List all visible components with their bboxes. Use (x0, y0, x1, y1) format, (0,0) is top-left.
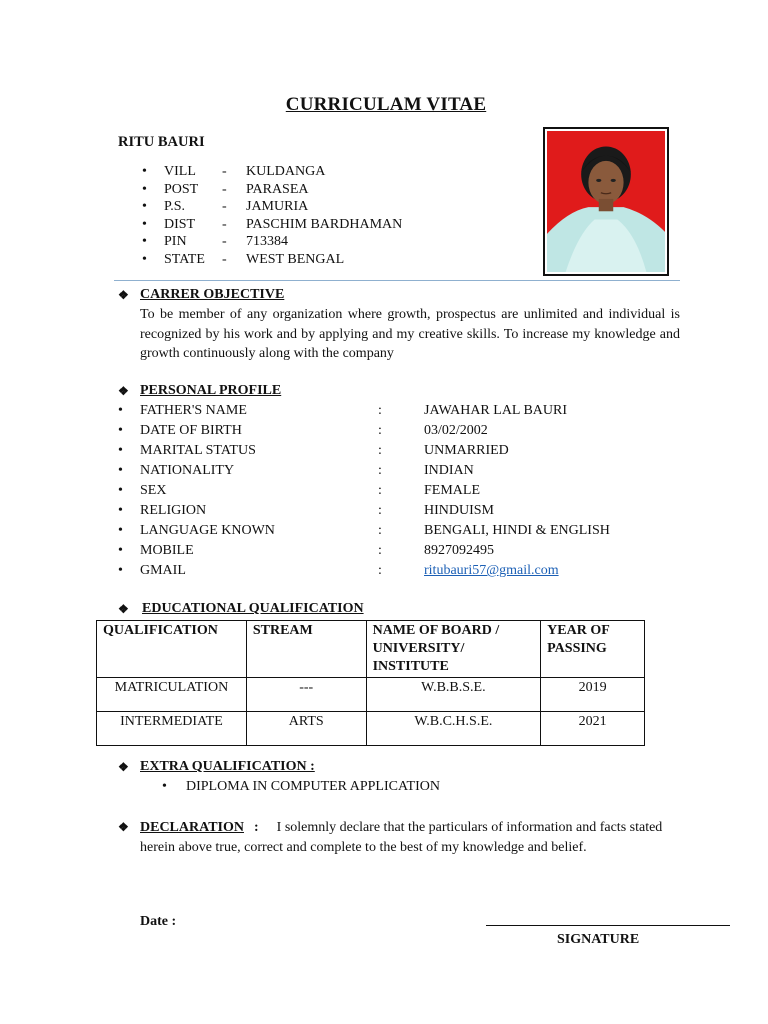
table-header: YEAR OF PASSING (541, 621, 645, 678)
table-cell: ARTS (246, 712, 366, 746)
table-header: NAME OF BOARD / UNIVERSITY/ INSTITUTE (366, 621, 541, 678)
table-cell: W.B.B.S.E. (366, 678, 541, 712)
address-item: • DIST - PASCHIM BARDHAMAN (142, 216, 403, 232)
profile-row: • NATIONALITY : INDIAN (118, 463, 474, 478)
profile-row: • FATHER'S NAME : JAWAHAR LAL BAURI (118, 403, 568, 418)
objective-heading: ❖ CARRER OBJECTIVE (118, 287, 285, 302)
table-row (97, 678, 645, 712)
declaration-text: I solemnly declare that the particulars of information and facts stated (276, 820, 663, 835)
table-cell: 2019 (541, 678, 645, 712)
education-table (96, 620, 645, 746)
table-header-row (97, 621, 645, 678)
table-cell: INTERMEDIATE (97, 712, 247, 746)
section-marker-icon: ❖ (118, 820, 129, 834)
signature-line (486, 925, 730, 926)
section-marker-icon: ❖ (118, 759, 129, 774)
profile-heading: ❖ PERSONAL PROFILE (118, 383, 282, 398)
address-item: • VILL - KULDANGA (142, 164, 326, 179)
address-item: • PIN - 713384 (142, 234, 288, 250)
profile-row: • RELIGION : HINDUISM (118, 503, 494, 518)
document-title: CURRICULAM VITAE (285, 94, 487, 115)
table-header: STREAM (246, 621, 366, 678)
education-heading: ❖ EDUCATIONAL QUALIFICATION (118, 601, 364, 616)
declaration-section: ❖ DECLARATION : I solemnly declare that the particulars of information and facts stated herein above true, correct and complete to the best of my knowledge and belief. (118, 818, 680, 857)
table-row (97, 712, 645, 746)
declaration-text-continued: herein above true, correct and complete to the best of my knowledge and belief. (140, 839, 587, 855)
candidate-name: RITU BAURI (118, 134, 205, 150)
list-item: • DIPLOMA IN COMPUTER APPLICATION (162, 779, 440, 794)
personal-profile-list (118, 401, 610, 581)
profile-photo (543, 127, 669, 276)
address-item: • POST - PARASEA (142, 181, 309, 197)
address-item: • P.S. - JAMURIA (142, 199, 309, 215)
extra-qualification-heading: ❖ EXTRA QUALIFICATION : (118, 759, 315, 774)
profile-row: • MARITAL STATUS : UNMARRIED (118, 443, 509, 458)
table-cell: W.B.C.H.S.E. (366, 712, 541, 746)
profile-row: • DATE OF BIRTH : 03/02/2002 (118, 423, 488, 438)
declaration-heading: DECLARATION (140, 820, 244, 835)
profile-row: • SEX : FEMALE (118, 483, 480, 498)
portrait-image (547, 131, 665, 272)
table-cell: --- (246, 678, 366, 712)
table-cell: 2021 (541, 712, 645, 746)
section-marker-icon: ❖ (118, 287, 129, 302)
section-marker-icon: ❖ (118, 601, 129, 616)
profile-row: • MOBILE : 8927092495 (118, 543, 494, 558)
section-marker-icon: ❖ (118, 383, 129, 398)
address-list (142, 163, 402, 269)
signature-label: SIGNATURE (557, 932, 640, 947)
profile-row: • LANGUAGE KNOWN : BENGALI, HINDI & ENGLISH (118, 523, 610, 538)
profile-row: • GMAIL : ritubauri57@gmail.com (118, 561, 610, 581)
address-item: • STATE - WEST BENGAL (142, 251, 345, 267)
email-link[interactable]: ritubauri57@gmail.com (424, 563, 559, 578)
objective-text: To be member of any organization where growth, prospectus are unlimited and individual is recognized by his work and by applying and my creative skills. To increase my knowledge and growth continuously along with the company (140, 307, 680, 361)
date-label: Date : (140, 914, 177, 929)
table-cell: MATRICULATION (97, 678, 247, 712)
header-divider (114, 280, 680, 281)
table-header: QUALIFICATION (97, 621, 247, 678)
